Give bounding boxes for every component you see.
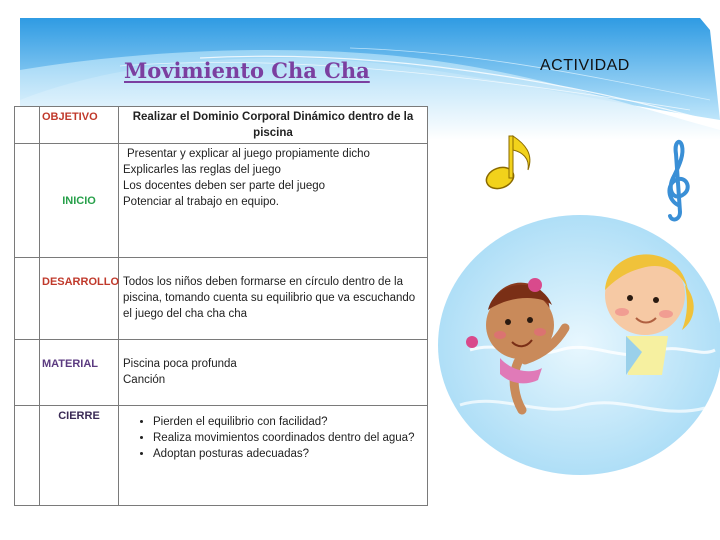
label-material: MATERIAL [40, 340, 119, 406]
inicio-line: Potenciar al trabajo en equipo. [123, 196, 279, 208]
inicio-line: Los docentes deben ser parte del juego [123, 180, 326, 192]
row-gutter [15, 340, 40, 406]
content-desarrollo: Todos los niños deben formarse en círculo dentro de la piscina, tomando cuenta su equilibrio que va escuchando el juego del cha cha cha [119, 258, 428, 340]
row-objetivo [15, 107, 428, 144]
label-cierre: CIERRE [40, 406, 119, 506]
label-desarrollo: DESARROLLO [40, 258, 119, 340]
lesson-plan-table [14, 106, 428, 506]
content-objetivo [119, 107, 428, 144]
cierre-item: • Adoptan posturas adecuadas? [153, 446, 423, 462]
row-gutter [15, 406, 40, 506]
cierre-list [123, 414, 423, 462]
row-gutter [15, 107, 40, 144]
activity-heading: ACTIVIDAD [540, 57, 630, 74]
inicio-line: Explicarles las reglas del juego [123, 164, 281, 176]
inicio-line: Presentar y explicar al juego propiamente dicho [127, 148, 370, 160]
pool-illustration [430, 130, 720, 480]
pool-circle [438, 215, 720, 475]
row-cierre [15, 406, 428, 506]
content-material [119, 340, 428, 406]
material-line: Canción [123, 374, 166, 386]
row-inicio [15, 144, 428, 258]
material-line: Piscina poca profunda [123, 358, 237, 370]
content-cierre [119, 406, 428, 506]
objetivo-text: Realizar el Dominio Corporal Dinámico dentro de la piscina [132, 111, 414, 139]
cierre-item: • Realiza movimientos coordinados dentro del agua? [153, 430, 423, 446]
eighth-note-icon [483, 136, 529, 192]
row-desarrollo [15, 258, 428, 340]
label-objetivo: OBJETIVO [40, 107, 119, 144]
row-gutter [15, 258, 40, 340]
row-material [15, 340, 428, 406]
content-inicio [119, 144, 428, 258]
slide-title: Movimiento Cha Cha [124, 58, 370, 83]
row-gutter [15, 144, 40, 258]
label-inicio: INICIO [40, 144, 119, 258]
cierre-item: • Pierden el equilibrio con facilidad? [153, 414, 423, 430]
treble-clef-icon [669, 142, 687, 220]
